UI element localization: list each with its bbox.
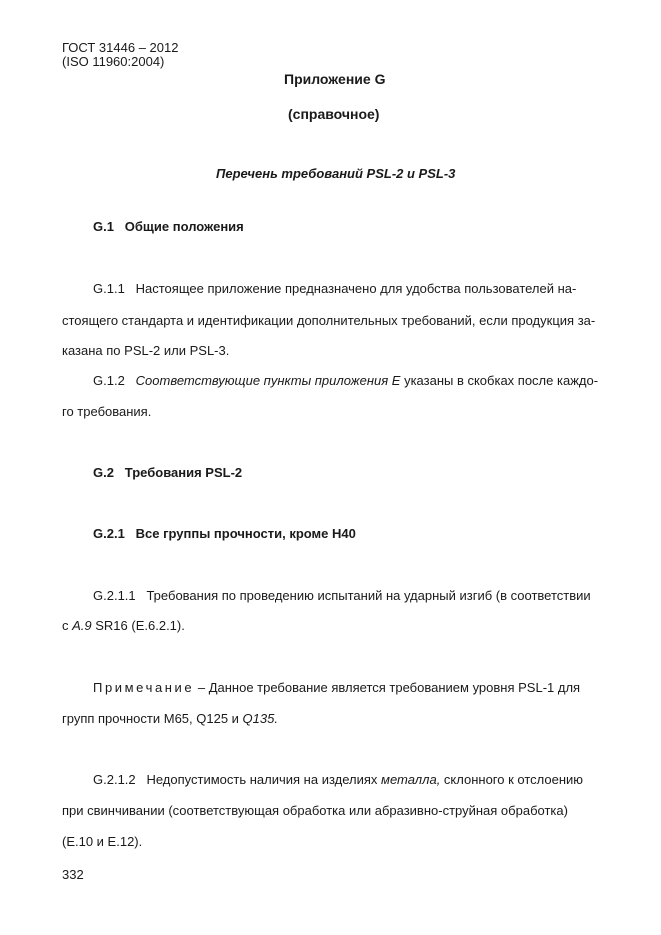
note-label: Примечание (93, 680, 195, 695)
page-number: 332 (62, 867, 84, 882)
paragraph-g12-italic: Соответствующие пункты приложения Е (135, 373, 401, 388)
appendix-title: Приложение G (284, 71, 386, 87)
paragraph-g12-line1 (93, 373, 598, 388)
note-text: – Данное требование является требованием уровня PSL-1 для (194, 680, 581, 695)
paragraph-g211-text-a: с (62, 618, 73, 633)
paragraph-g212-line1 (93, 772, 583, 787)
section-g1-heading: G.1 Общие положения (93, 219, 244, 234)
standard-number: ГОСТ 31446 – 2012 (62, 40, 179, 55)
paragraph-g212-text-b: склонного к отслоению (440, 772, 584, 787)
paragraph-g212-italic: металла, (381, 772, 441, 787)
note-line1 (93, 680, 580, 695)
appendix-subtitle: (справочное) (288, 106, 380, 122)
section-g2-heading: G.2 Требования PSL-2 (93, 465, 243, 480)
note-line2-italic: Q135. (242, 711, 278, 726)
paragraph-g211-line2 (62, 618, 185, 633)
paragraph-g211-italic: A.9 (72, 618, 92, 633)
paragraph-g12-line2: го требования. (62, 404, 152, 419)
paragraph-g12-number: G.1.2 (93, 373, 136, 388)
paragraph-g11-line2: стоящего стандарта и идентификации дополнительных требований, если продукция за- (62, 313, 596, 328)
paragraph-g212-line2: при свинчивании (соответствующая обработка или абразивно-струйная обработка) (62, 803, 568, 818)
paragraph-g11-line1: G.1.1 Настоящее приложение предназначено для удобства пользователей на- (93, 281, 577, 296)
paragraph-g11-line3: казана по PSL-2 или PSL-3. (62, 343, 230, 358)
iso-reference: (ISO 11960:2004) (62, 54, 165, 69)
section-g21-heading: G.2.1 Все группы прочности, кроме H40 (93, 526, 356, 541)
paragraph-g211-text-b: SR16 (E.6.2.1). (91, 618, 185, 633)
note-line2 (62, 711, 278, 726)
paragraph-g12-rest: указаны в скобках после каждо- (400, 373, 599, 388)
paragraph-g211-line1: G.2.1.1 Требования по проведению испытаний на ударный изгиб (в соответствии (93, 588, 591, 603)
note-line2-text: групп прочности M65, Q125 и (62, 711, 243, 726)
paragraph-g212-text-a: G.2.1.2 Недопустимость наличия на изделиях (93, 772, 382, 787)
appendix-heading: Перечень требований PSL-2 и PSL-3 (216, 166, 456, 181)
paragraph-g212-line3: (E.10 и E.12). (62, 834, 143, 849)
